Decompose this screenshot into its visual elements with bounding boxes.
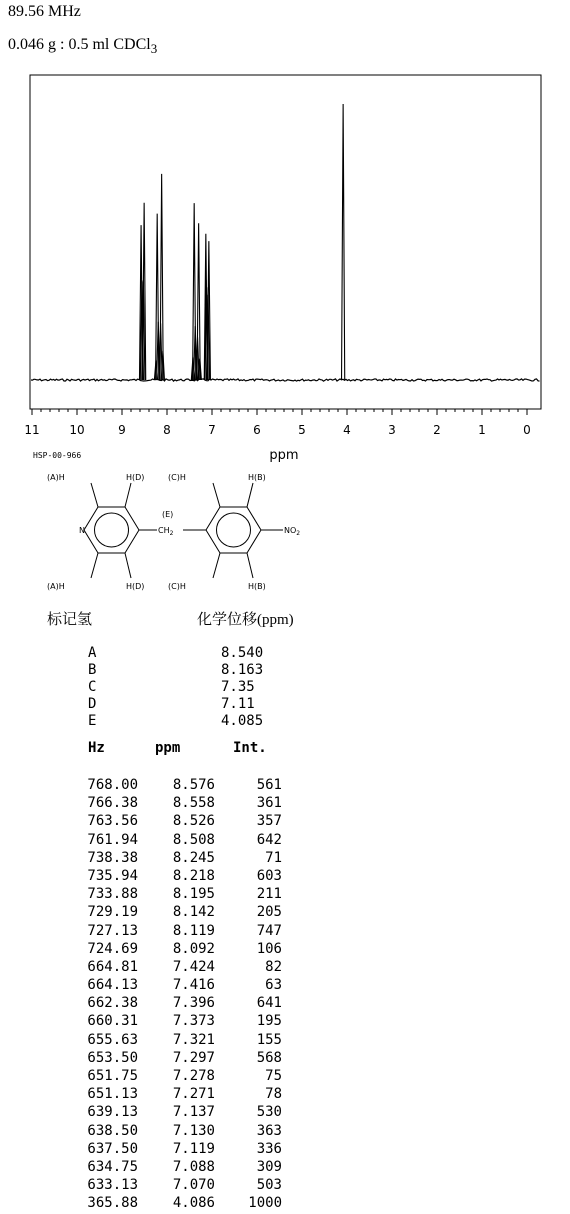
peak-row xyxy=(60,1194,300,1212)
peak-cell-ppm: 8.508 xyxy=(172,831,215,848)
sample-text: 0.046 g : 0.5 ml CDCl xyxy=(8,36,151,53)
label-c-top: (C)H xyxy=(168,473,186,482)
assignment-row xyxy=(88,696,288,713)
peak-cell-ppm: 7.297 xyxy=(172,1049,215,1066)
peak-cell-hz: 633.13 xyxy=(87,1177,138,1194)
assignment-label: C xyxy=(88,679,97,695)
benzene-aromatic-circle xyxy=(217,513,251,547)
x-tick-label: 9 xyxy=(118,423,126,437)
peak-cell-ppm: 7.271 xyxy=(172,1086,215,1103)
peak-cell-ppm: 7.070 xyxy=(172,1177,215,1194)
peak-row xyxy=(60,903,300,921)
peak-cell-hz: 639.13 xyxy=(87,1104,138,1121)
peak-cell-int: 561 xyxy=(256,777,282,793)
peak-cell-int: 106 xyxy=(256,940,282,957)
peak-row xyxy=(60,776,300,794)
label-b-bottom: H(B) xyxy=(248,582,266,591)
assignment-col-shift: 化学位移(ppm) xyxy=(197,612,294,628)
peak-cell-int: 211 xyxy=(256,886,282,903)
label-d-top: H(D) xyxy=(126,473,145,482)
peak-row xyxy=(60,1067,300,1085)
no2-text: NO xyxy=(284,526,297,535)
peak-cell-int: 530 xyxy=(256,1104,282,1121)
assignment-label: B xyxy=(88,662,97,678)
assignment-row xyxy=(88,645,288,662)
assignment-label: D xyxy=(88,696,97,712)
peak-cell-int: 568 xyxy=(256,1049,282,1066)
peaks-layer xyxy=(139,104,344,380)
peak-cell-hz: 653.50 xyxy=(87,1049,138,1066)
peak-cell-ppm: 8.092 xyxy=(172,940,215,957)
assignment-shift: 7.11 xyxy=(221,696,255,712)
label-c-bottom: (C)H xyxy=(168,582,186,591)
peak-cell-hz: 365.88 xyxy=(87,1195,138,1212)
peak-cell-ppm: 7.278 xyxy=(172,1068,215,1084)
peak-cell-ppm: 8.218 xyxy=(172,867,215,884)
pyridine-aromatic-circle xyxy=(95,513,129,547)
peak-row xyxy=(60,1103,300,1121)
peak-row xyxy=(60,812,300,830)
spectrum-id: HSP-00-966 xyxy=(33,451,82,460)
peak-row xyxy=(60,794,300,812)
x-tick-label: 7 xyxy=(208,423,216,437)
molecule-structure xyxy=(35,468,335,598)
peak-cell-ppm: 7.088 xyxy=(172,1158,215,1175)
peak-cell-ppm: 7.373 xyxy=(172,1013,215,1030)
peak-cell-ppm: 8.526 xyxy=(172,813,215,830)
label-b-top: H(B) xyxy=(248,473,266,482)
peak-cell-hz: 735.94 xyxy=(87,867,138,884)
peak-cell-ppm: 8.119 xyxy=(172,922,215,939)
x-axis-label: ppm xyxy=(269,448,299,463)
peak-cell-ppm: 7.396 xyxy=(172,995,215,1012)
assignment-shift: 8.540 xyxy=(221,645,264,661)
peak-cell-hz: 724.69 xyxy=(87,940,138,957)
peak-col-int: Int. xyxy=(233,740,267,756)
peak-cell-hz: 651.75 xyxy=(87,1068,138,1084)
peak-cell-hz: 638.50 xyxy=(87,1122,138,1139)
peak-row xyxy=(60,831,300,849)
nitrogen-atom: N xyxy=(79,526,85,535)
peak-cell-hz: 761.94 xyxy=(87,831,138,848)
peak-row xyxy=(60,976,300,994)
peak-cell-int: 78 xyxy=(265,1086,282,1103)
peak-row xyxy=(60,1049,300,1067)
peak-cell-hz: 637.50 xyxy=(87,1140,138,1157)
peak-row xyxy=(60,1122,300,1140)
x-tick-label: 1 xyxy=(478,423,486,437)
pyridine-ring xyxy=(84,507,139,553)
label-a-top: (A)H xyxy=(47,473,65,482)
assignment-label: A xyxy=(88,645,97,661)
x-tick-label: 8 xyxy=(163,423,171,437)
sample-subscript: 3 xyxy=(150,41,158,57)
peak-row xyxy=(60,1031,300,1049)
benzene-ring xyxy=(206,507,261,553)
peak-cell-int: 75 xyxy=(265,1068,282,1084)
x-tick-label: 5 xyxy=(298,423,306,437)
peak-row xyxy=(60,885,300,903)
nmr-spectrum-chart xyxy=(0,70,570,470)
assignment-col-label: 标记氢 xyxy=(47,612,93,628)
peak-cell-int: 155 xyxy=(256,1031,282,1048)
nitro-group xyxy=(284,526,300,537)
sample-concentration xyxy=(8,36,157,57)
assignment-label: E xyxy=(88,713,97,729)
peak-row xyxy=(60,940,300,958)
peak-row xyxy=(60,1012,300,1030)
assignment-shift: 8.163 xyxy=(221,662,264,678)
peak-cell-hz: 766.38 xyxy=(87,795,138,812)
peak-row xyxy=(60,958,300,976)
peak-cell-int: 309 xyxy=(256,1158,282,1175)
assignment-table xyxy=(88,645,288,730)
peak-cell-ppm: 7.416 xyxy=(172,977,215,994)
spectrum-peak xyxy=(342,104,345,380)
peak-cell-int: 361 xyxy=(256,795,282,812)
spectrum-baseline xyxy=(31,379,540,381)
assignment-shift: 7.35 xyxy=(221,679,255,695)
peak-cell-int: 642 xyxy=(256,831,282,848)
peak-cell-hz: 733.88 xyxy=(87,886,138,903)
x-tick-label: 11 xyxy=(24,423,40,437)
peak-cell-ppm: 7.321 xyxy=(172,1031,215,1048)
peak-cell-int: 71 xyxy=(265,849,282,866)
x-tick-label: 10 xyxy=(69,423,85,437)
plot-frame xyxy=(30,75,541,409)
ch2-subscript: 2 xyxy=(169,530,174,537)
peak-cell-ppm: 8.142 xyxy=(172,904,215,921)
assignment-row xyxy=(88,713,288,730)
peak-cell-ppm: 8.576 xyxy=(172,777,215,793)
peak-cell-hz: 768.00 xyxy=(87,777,138,793)
assignment-row xyxy=(88,679,288,696)
peak-row xyxy=(60,1158,300,1176)
x-tick-label: 3 xyxy=(388,423,396,437)
assignment-row xyxy=(88,662,288,679)
assignment-shift: 4.085 xyxy=(221,713,264,729)
peak-cell-hz: 664.13 xyxy=(87,977,138,994)
peak-row xyxy=(60,994,300,1012)
label-e: (E) xyxy=(162,510,174,519)
peak-col-hz: Hz xyxy=(88,740,105,756)
peak-row xyxy=(60,1176,300,1194)
peak-cell-ppm: 8.195 xyxy=(172,886,215,903)
peak-cell-hz: 729.19 xyxy=(87,904,138,921)
peak-table xyxy=(60,776,300,1213)
peak-cell-int: 603 xyxy=(256,867,282,884)
x-tick-label: 6 xyxy=(253,423,261,437)
peak-cell-int: 357 xyxy=(256,813,282,830)
peak-row xyxy=(60,922,300,940)
assignment-header xyxy=(47,608,294,629)
peak-cell-int: 63 xyxy=(265,977,282,994)
peak-cell-hz: 655.63 xyxy=(87,1031,138,1048)
peak-cell-hz: 763.56 xyxy=(87,813,138,830)
x-tick-label: 4 xyxy=(343,423,351,437)
peak-cell-int: 82 xyxy=(265,958,282,975)
peak-row xyxy=(60,867,300,885)
peak-cell-int: 363 xyxy=(256,1122,282,1139)
no2-subscript: 2 xyxy=(296,530,301,537)
peak-cell-hz: 634.75 xyxy=(87,1158,138,1175)
peak-row xyxy=(60,1140,300,1158)
peak-cell-int: 1000 xyxy=(248,1195,282,1212)
peak-cell-int: 195 xyxy=(256,1013,282,1030)
peak-cell-int: 205 xyxy=(256,904,282,921)
peak-cell-ppm: 7.137 xyxy=(172,1104,215,1121)
label-d-bottom: H(D) xyxy=(126,582,145,591)
label-a-bottom: (A)H xyxy=(47,582,65,591)
peak-cell-int: 641 xyxy=(256,995,282,1012)
peak-cell-hz: 664.81 xyxy=(87,958,138,975)
peak-cell-int: 336 xyxy=(256,1140,282,1157)
x-axis-ticks xyxy=(24,409,530,437)
peak-row xyxy=(60,849,300,867)
methylene-group xyxy=(158,526,174,537)
x-tick-label: 0 xyxy=(523,423,531,437)
ch2-text: CH xyxy=(158,526,170,535)
peak-cell-hz: 727.13 xyxy=(87,922,138,939)
peak-cell-hz: 651.13 xyxy=(87,1086,138,1103)
peak-cell-ppm: 4.086 xyxy=(172,1195,215,1212)
peak-cell-ppm: 8.245 xyxy=(172,849,215,866)
x-tick-label: 2 xyxy=(433,423,441,437)
peak-cell-hz: 660.31 xyxy=(87,1013,138,1030)
peak-cell-ppm: 7.424 xyxy=(172,958,215,975)
spectrometer-frequency: 89.56 MHz xyxy=(8,3,81,20)
peak-cell-hz: 662.38 xyxy=(87,995,138,1012)
peak-cell-hz: 738.38 xyxy=(87,849,138,866)
peak-cell-ppm: 7.119 xyxy=(172,1140,215,1157)
peak-cell-int: 747 xyxy=(256,922,282,939)
peak-cell-int: 503 xyxy=(256,1177,282,1194)
peak-row xyxy=(60,1085,300,1103)
peak-cell-ppm: 7.130 xyxy=(172,1122,215,1139)
peak-col-ppm: ppm xyxy=(155,740,181,756)
peak-cell-ppm: 8.558 xyxy=(172,795,215,812)
